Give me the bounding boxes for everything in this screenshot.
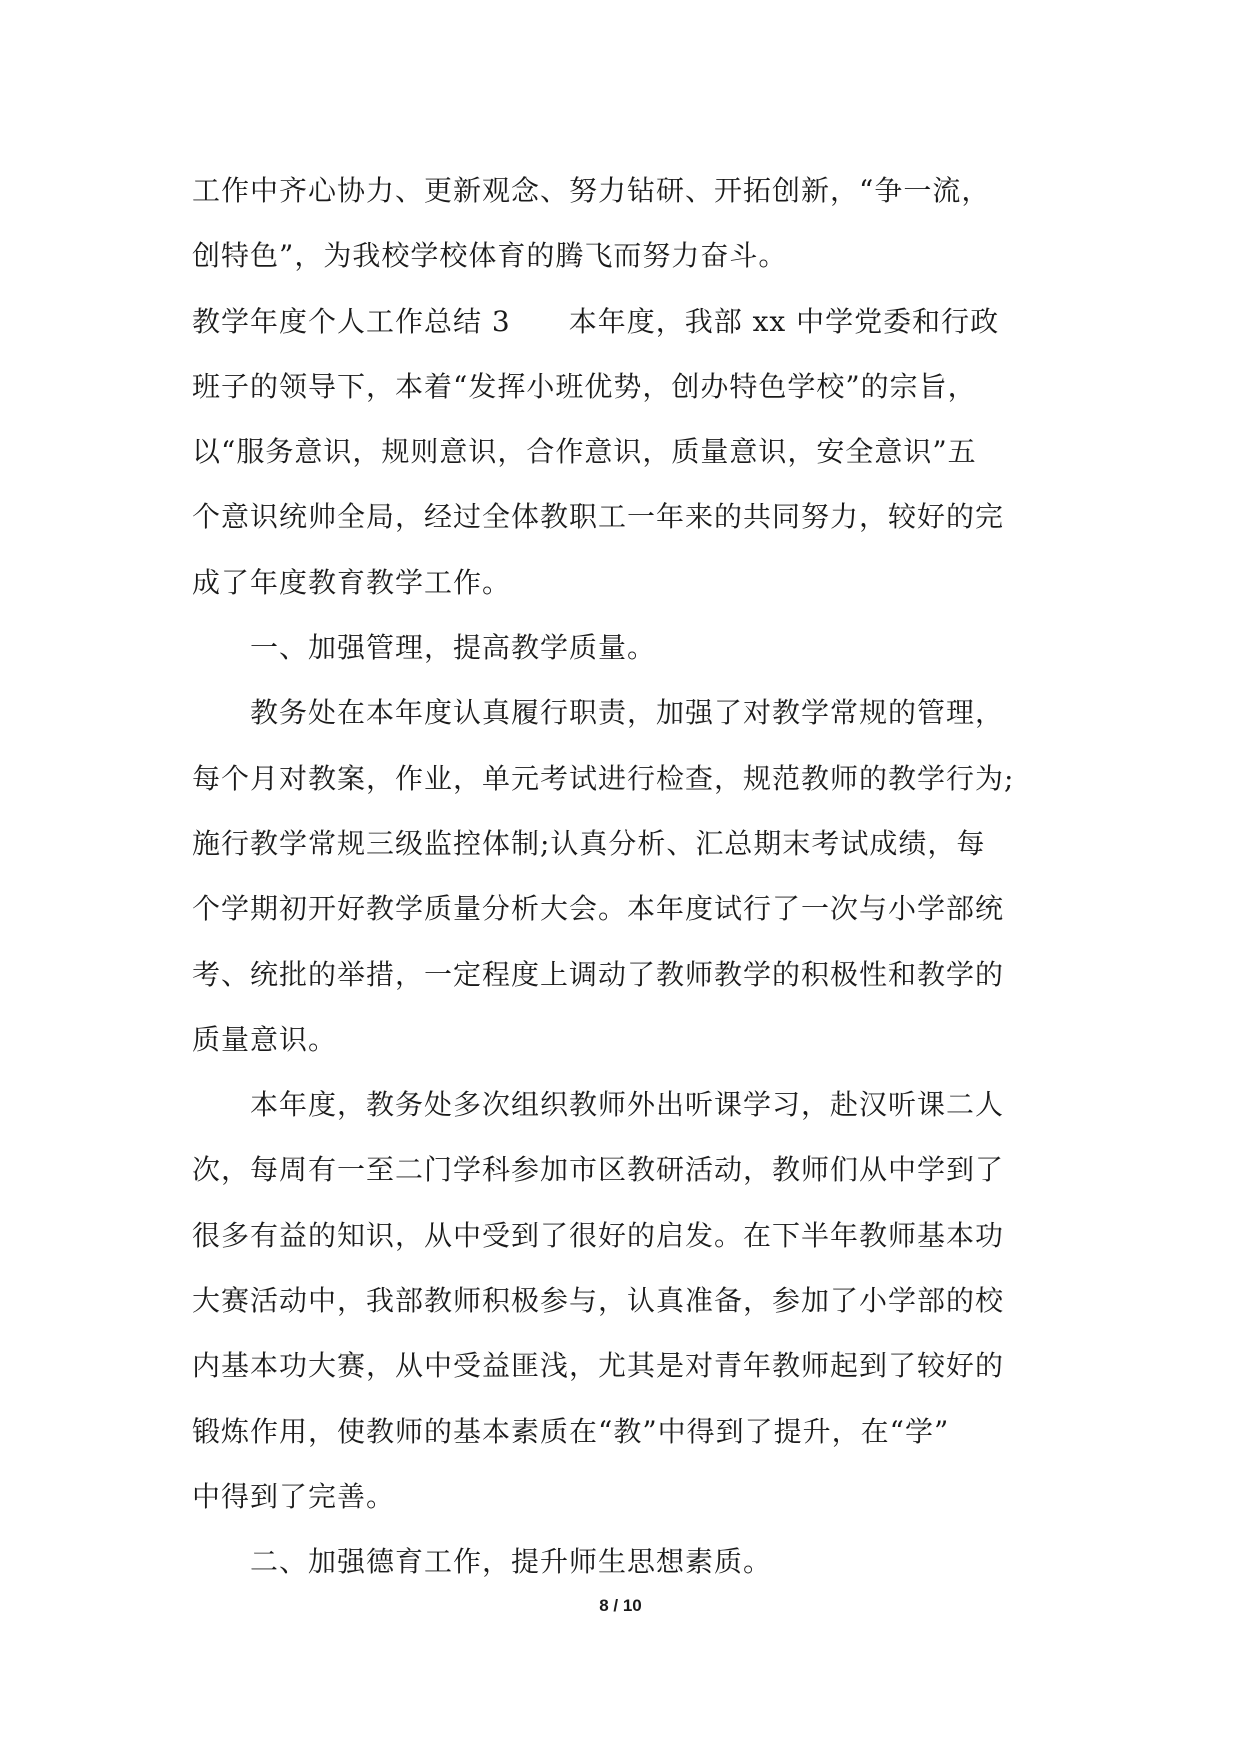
text-line: 教务处在本年度认真履行职责，加强了对教学常规的管理， [250, 696, 1005, 730]
text-line: 班子的领导下，本着“发挥小班优势，创办特色学校”的宗旨， [192, 369, 977, 403]
text-line: 工作中齐心协力、更新观念、努力钻研、开拓创新，“争一流， [192, 174, 991, 207]
text-line: 质量意识。 [192, 1022, 338, 1056]
text-line: 成了年度教育教学工作。 [192, 565, 512, 599]
text-line: 每个月对教案，作业，单元考试进行检查，规范教师的教学行为; [192, 761, 1015, 795]
text-line: 次，每周有一至二门学科参加市区教研活动，教师们从中学到了 [192, 1153, 1005, 1187]
text-line: 很多有益的知识，从中受到了很好的启发。在下半年教师基本功 [192, 1218, 1005, 1252]
text-line: 中得到了完善。 [192, 1479, 396, 1513]
text-line: 以“服务意识，规则意识，合作意识，质量意识，安全意识”五 [192, 435, 977, 469]
document-body [192, 158, 1072, 1595]
text-line: 个学期初开好教学质量分析大会。本年度试行了一次与小学部统 [192, 892, 1005, 926]
section-heading-title: 教学年度个人工作总结 3 [192, 304, 511, 338]
section-heading-continuation: 本年度，我部 xx 中学党委和行政 [568, 304, 1000, 338]
subheading-line: 二、加强德育工作，提升师生思想素质。 [250, 1545, 773, 1579]
text-line: 本年度，教务处多次组织教师外出听课学习，赴汉听课二人 [250, 1088, 1005, 1122]
text-line: 个意识统帅全局，经过全体教职工一年来的共同努力，较好的完 [192, 500, 1005, 534]
page-number: 8 / 10 [599, 1596, 642, 1615]
text-line: 施行教学常规三级监控体制;认真分析、汇总期末考试成绩，每 [192, 826, 986, 860]
subheading-line: 一、加强管理，提高教学质量。 [250, 631, 657, 665]
text-line: 创特色”，为我校学校体育的腾飞而努力奋斗。 [192, 239, 788, 273]
text-line: 锻炼作用，使教师的基本素质在“教”中得到了提升，在“学” [192, 1414, 950, 1448]
text-line: 考、统批的举措，一定程度上调动了教师教学的积极性和教学的 [192, 957, 1005, 991]
section-heading-line [192, 289, 1072, 354]
text-line: 大赛活动中，我部教师积极参与，认真准备，参加了小学部的校 [192, 1284, 1005, 1318]
text-line: 内基本功大赛，从中受益匪浅，尤其是对青年教师起到了较好的 [192, 1349, 1005, 1383]
